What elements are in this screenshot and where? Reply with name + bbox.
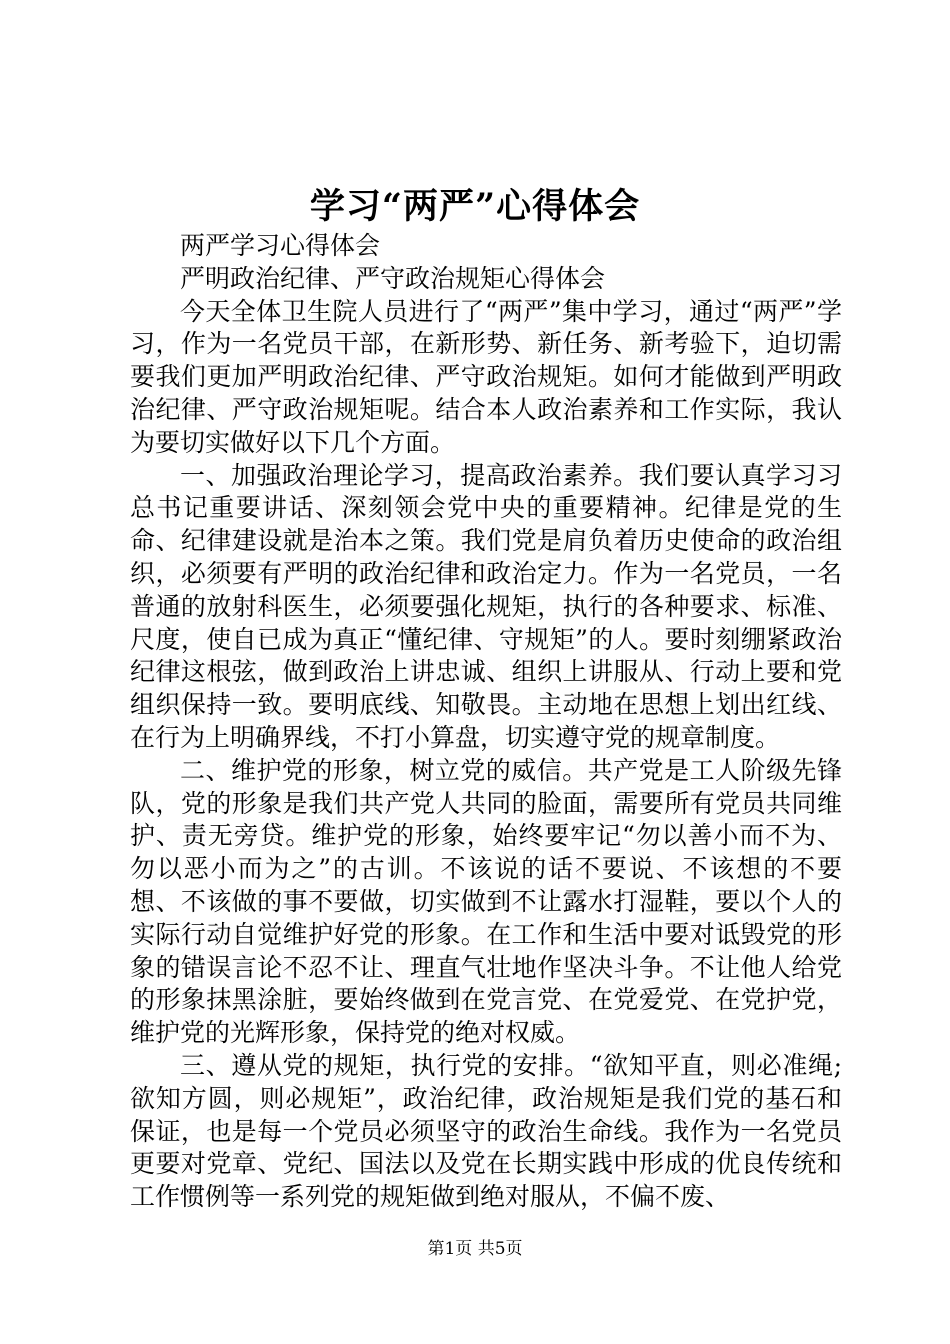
paragraph-heading: 严明政治纪律、严守政治规矩心得体会 [180,263,606,293]
paragraph-section-3: 三、遵从党的规矩，执行党的安排。“欲知平直，则必准绳;欲知方圆，则必规矩”，政治纪律，政治规矩是我们党的基石和保证，也是每一个党员必须坚守的政治生命线。我作为一名党员更要对党章、党纪、国法以及党在长期实践中形成的优良传统和工作惯例等一系列党的规矩做到绝对服从，不偏不废、 [130,1050,842,1212]
paragraph-section-1: 一、加强政治理论学习，提高政治素养。我们要认真学习习总书记重要讲话、深刻领会党中央的重要精神。纪律是党的生命、纪律建设就是治本之策。我们党是肩负着历史使命的政治组织，必须要有严明的政治纪律和政治定力。作为一名党员，一名普通的放射科医生，必须要强化规矩，执行的各种要求、标准、尺度，使自已成为真正“懂纪律、守规矩”的人。要时刻绷紧政治纪律这根弦，做到政治上讲忠诚、组织上讲服从、行动上要和党组织保持一致。要明底线、知敬畏。主动地在思想上划出红线、在行为上明确界线，不打小算盘，切实遵守党的规章制度。 [130,460,842,752]
paragraph-section-2: 二、维护党的形象，树立党的威信。共产党是工人阶级先锋队，党的形象是我们共产党人共同的脸面，需要所有党员共同维护、责无旁贷。维护党的形象，始终要牢记“勿以善小而不为、勿以恶小而为之”的古训。不该说的话不要说、不该想的不要想、不该做的事不要做，切实做到不让露水打湿鞋，要以个人的实际行动自觉维护好党的形象。在工作和生活中要对诋毁党的形象的错误言论不忍不让、理直气壮地作坚决斗争。不让他人给党的形象抹黑涂脏，要始终做到在党言党、在党爱党、在党护党，维护党的光辉形象，保持党的绝对权威。 [130,755,842,1048]
paragraph-intro: 今天全体卫生院人员进行了“两严”集中学习，通过“两严”学习，作为一名党员干部，在新形势、新任务、新考验下，迫切需要我们更加严明政治纪律、严守政治规矩。如何才能做到严明政治纪律、严守政治规矩呢。结合本人政治素养和工作实际，我认为要切实做好以下几个方面。 [130,296,842,457]
document-body [130,230,842,1214]
document-title: 学习“两严”心得体会 [309,186,641,227]
paragraph-subtitle: 两严学习心得体会 [180,231,381,260]
page-footer: 第1页 共5页 [427,1239,523,1259]
